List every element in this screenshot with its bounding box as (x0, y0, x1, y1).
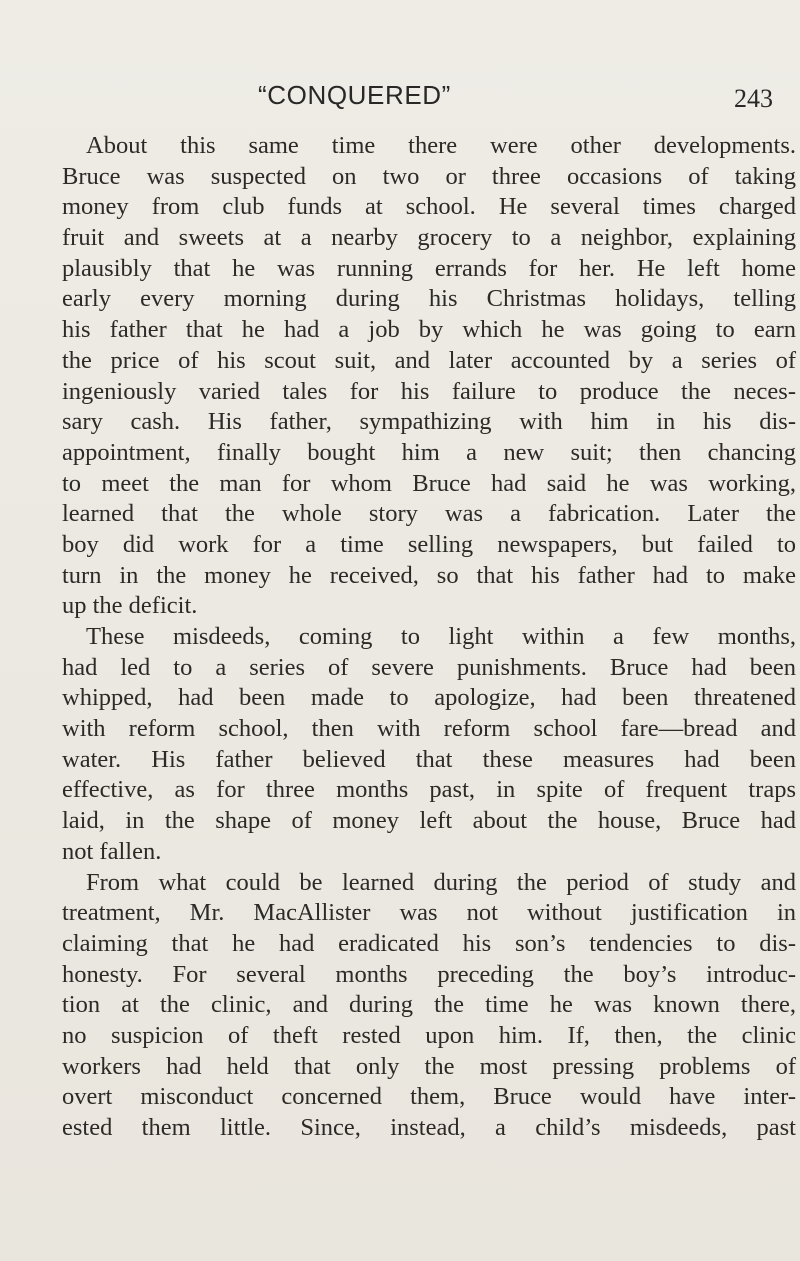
text-line: had led to a series of severe punishments. Bruce had been (62, 653, 796, 681)
text-line: These misdeeds, coming to light within a few months, (86, 623, 796, 650)
text-line: appointment, finally bought him a new suit; then chancing (62, 438, 796, 466)
text-line: not fallen. (62, 837, 162, 865)
text-line: money from club funds at school. He several times charged (62, 193, 796, 221)
text-line: overt misconduct concerned them, Bruce would have inter- (62, 1083, 796, 1111)
running-title: “CONQUERED” (258, 80, 451, 110)
text-line: boy did work for a time selling newspapers, but failed to (62, 530, 796, 558)
text-line: whipped, had been made to apologize, had been threatened (62, 684, 796, 712)
text-line: up the deficit. (62, 592, 198, 620)
text-line: ingeniously varied tales for his failure to produce the neces- (62, 377, 796, 405)
running-head (0, 76, 800, 116)
text-line: claiming that he had eradicated his son’s tendencies to dis- (62, 929, 796, 957)
text-line: effective, as for three months past, in spite of frequent traps (62, 776, 796, 804)
text-line: his father that he had a job by which he was going to earn (62, 316, 796, 344)
text-line: sary cash. His father, sympathizing with him in his dis- (62, 408, 796, 436)
text-line: turn in the money he received, so that his father had to make (62, 561, 796, 589)
text-line: the price of his scout suit, and later accounted by a series of (62, 346, 796, 374)
text-line: Bruce was suspected on two or three occasions of taking (62, 162, 796, 190)
text-line: early every morning during his Christmas holidays, telling (62, 285, 796, 313)
text-line: to meet the man for whom Bruce had said he was working, (62, 469, 796, 497)
text-line: ested them little. Since, instead, a child’s misdeeds, past (62, 1114, 796, 1141)
body-text (62, 131, 796, 1144)
text-line: no suspicion of theft rested upon him. If, then, the clinic (62, 1021, 796, 1049)
text-line: From what could be learned during the period of study and (86, 868, 796, 896)
text-line: with reform school, then with reform school fare—bread and (62, 715, 796, 743)
text-line: fruit and sweets at a nearby grocery to a neighbor, explaining (62, 224, 796, 252)
text-line: honesty. For several months preceding the boy’s introduc- (62, 960, 796, 988)
text-line: About this same time there were other developments. (86, 132, 796, 159)
text-line: learned that the whole story was a fabrication. Later the (62, 500, 796, 528)
text-line: water. His father believed that these measures had been (62, 745, 796, 773)
text-line: laid, in the shape of money left about the house, Bruce had (62, 807, 796, 835)
text-line: tion at the clinic, and during the time he was known there, (62, 991, 796, 1019)
text-line: workers had held that only the most pressing problems of (62, 1052, 796, 1080)
text-line: treatment, Mr. MacAllister was not without justification in (62, 899, 796, 927)
text-line: plausibly that he was running errands for her. He left home (62, 254, 796, 282)
page-number: 243 (734, 84, 773, 113)
